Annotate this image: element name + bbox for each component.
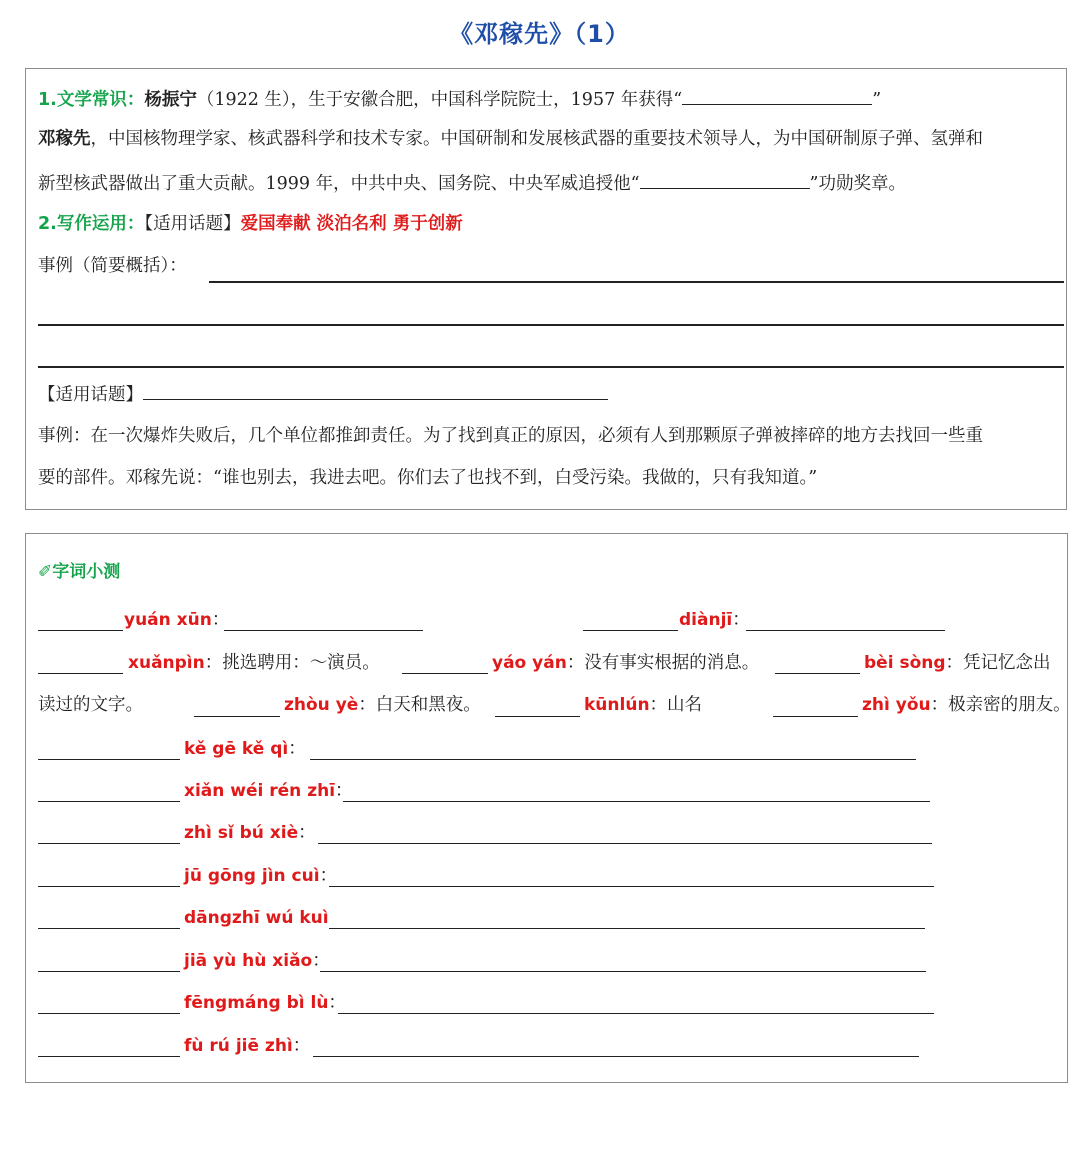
pinyin: bèi sòng	[864, 653, 946, 673]
answer-blank[interactable]	[773, 716, 858, 717]
deng-text-2-end: ”功勋奖章。	[809, 174, 906, 194]
pinyin-item	[124, 609, 229, 631]
example2-line-1: 事例：在一次爆炸失败后，几个单位都推卸责任。为了找到真正的原因，必须有人到那颗原子弹被摔碎的地方去找回一些重	[38, 426, 983, 446]
topic-label-2: 【适用话题】	[38, 385, 143, 405]
deng-text-2: 新型核武器做出了重大贡献。1999 年，中共中央、国务院、中央军威追授他“	[38, 174, 640, 194]
idiom-item	[184, 822, 316, 844]
pinyin: jū gōng jìn cuì	[184, 866, 320, 886]
writing-line	[38, 213, 463, 235]
definition: ：极亲密的朋友。	[930, 695, 1071, 715]
pinyin-item	[128, 652, 380, 674]
answer-blank[interactable]	[38, 971, 180, 972]
meaning-blank[interactable]	[338, 1013, 934, 1014]
answer-blank[interactable]	[38, 1056, 180, 1057]
pinyin-item	[679, 609, 750, 631]
answer-blank[interactable]	[38, 759, 180, 760]
pinyin: zhì sǐ bú xiè	[184, 823, 299, 843]
vocab-quiz-box	[25, 533, 1071, 1083]
colon: ：	[288, 739, 306, 759]
answer-blank[interactable]	[194, 716, 280, 717]
idiom-item	[184, 907, 329, 929]
pinyin: yuán xūn	[124, 610, 212, 630]
topic-label: 【适用话题】	[144, 214, 241, 234]
colon: ：	[298, 823, 316, 843]
meaning-blank[interactable]	[329, 928, 925, 929]
example-label: 事例（简要概括）：	[38, 256, 187, 276]
pinyin: kūnlún	[584, 695, 650, 715]
answer-blank[interactable]	[38, 886, 180, 887]
meaning-blank[interactable]	[318, 843, 932, 844]
pinyin: yáo yán	[492, 653, 567, 673]
quiz-heading-text: ✐字词小测	[38, 562, 121, 582]
pinyin: dāngzhī wú kuì	[184, 908, 329, 928]
definition: ：凭记忆念出	[945, 653, 1051, 673]
colon: ：	[319, 866, 338, 886]
meaning-blank[interactable]	[224, 630, 423, 631]
wrapped-definition: 读过的文字。	[38, 695, 143, 715]
pinyin-item	[584, 694, 702, 716]
answer-blank[interactable]	[402, 673, 488, 674]
topic-blank-2[interactable]	[143, 381, 608, 400]
pinyin: diànjī	[679, 610, 733, 630]
colon: ：	[211, 610, 230, 630]
answer-blank[interactable]	[583, 630, 678, 631]
definition: ：山名	[649, 695, 703, 715]
example-answer-line-3[interactable]	[38, 366, 1064, 368]
answer-blank[interactable]	[38, 801, 180, 802]
idiom-item	[184, 950, 330, 972]
idiom-item	[184, 738, 306, 760]
colon: ：	[732, 610, 750, 630]
answer-blank[interactable]	[38, 928, 180, 929]
idiom-item	[184, 865, 337, 887]
answer-blank[interactable]	[38, 1013, 180, 1014]
idiom-item	[184, 992, 346, 1014]
meaning-blank[interactable]	[310, 759, 916, 760]
literary-knowledge-line	[38, 86, 881, 111]
page-title: 《邓稼先》（1）	[449, 20, 630, 48]
meaning-blank[interactable]	[313, 1056, 919, 1057]
quiz-heading	[38, 561, 120, 583]
literary-heading: 1.文学常识：	[38, 90, 145, 110]
pinyin: fēngmáng bì lù	[184, 993, 329, 1013]
answer-blank[interactable]	[775, 673, 860, 674]
yang-name: 杨振宁	[144, 90, 197, 110]
deng-intro-line-1	[38, 128, 983, 150]
writing-heading: 2.写作运用：	[38, 214, 145, 234]
meaning-blank[interactable]	[343, 801, 930, 802]
idiom-item	[184, 1035, 310, 1057]
deng-intro-line-2	[38, 170, 906, 195]
answer-blank[interactable]	[38, 673, 123, 674]
deng-text-1: ，中国核物理学家、核武器科学和技术专家。中国研制和发展核武器的重要技术领导人，为中国研制原子弹、氢弹和	[90, 129, 983, 149]
example2-line-2: 要的部件。邓稼先说：“谁也别去，我进去吧。你们去了也找不到，白受污染。我做的，只有我知道。”	[38, 468, 818, 488]
topic-line-2	[38, 381, 608, 406]
pinyin-item	[284, 694, 481, 716]
pinyin-item	[862, 694, 1071, 716]
pinyin: zhòu yè	[284, 695, 359, 715]
definition: ：没有事实根据的消息。	[566, 653, 760, 673]
yang-close-quote: ”	[872, 90, 882, 110]
example-answer-line-2[interactable]	[38, 324, 1064, 326]
pinyin: xuǎnpìn	[128, 653, 205, 673]
yang-award-blank[interactable]	[682, 86, 872, 105]
pinyin: fù rú jiē zhì	[184, 1036, 293, 1056]
answer-blank[interactable]	[495, 716, 580, 717]
example-answer-line-1[interactable]	[209, 281, 1064, 283]
topic-keywords: 爱国奉献 淡泊名利 勇于创新	[240, 214, 463, 234]
deng-medal-blank[interactable]	[640, 170, 810, 189]
pinyin: kě gē kě qì	[184, 739, 289, 759]
pinyin: xiǎn wéi rén zhī	[184, 781, 336, 801]
pinyin-item	[864, 652, 1051, 674]
meaning-blank[interactable]	[746, 630, 945, 631]
meaning-blank[interactable]	[329, 886, 934, 887]
pinyin-item	[492, 652, 759, 674]
definition: ：白天和黑夜。	[358, 695, 481, 715]
colon: ：	[292, 1036, 311, 1056]
definition: ：挑选聘用：～演员。	[204, 653, 380, 673]
deng-name: 邓稼先	[38, 129, 91, 149]
idiom-item	[184, 780, 353, 802]
pinyin: zhì yǒu	[862, 695, 931, 715]
meaning-blank[interactable]	[320, 971, 926, 972]
colon: ：	[335, 781, 353, 801]
pinyin: jiā yù hù xiǎo	[184, 951, 313, 971]
yang-text: （1922 生），生于安徽合肥，中国科学院院士，1957 年获得“	[196, 90, 683, 110]
knowledge-box	[25, 68, 1067, 510]
colon: ：	[328, 993, 346, 1013]
answer-blank[interactable]	[38, 630, 123, 631]
answer-blank[interactable]	[38, 843, 180, 844]
colon: ：	[312, 951, 330, 971]
